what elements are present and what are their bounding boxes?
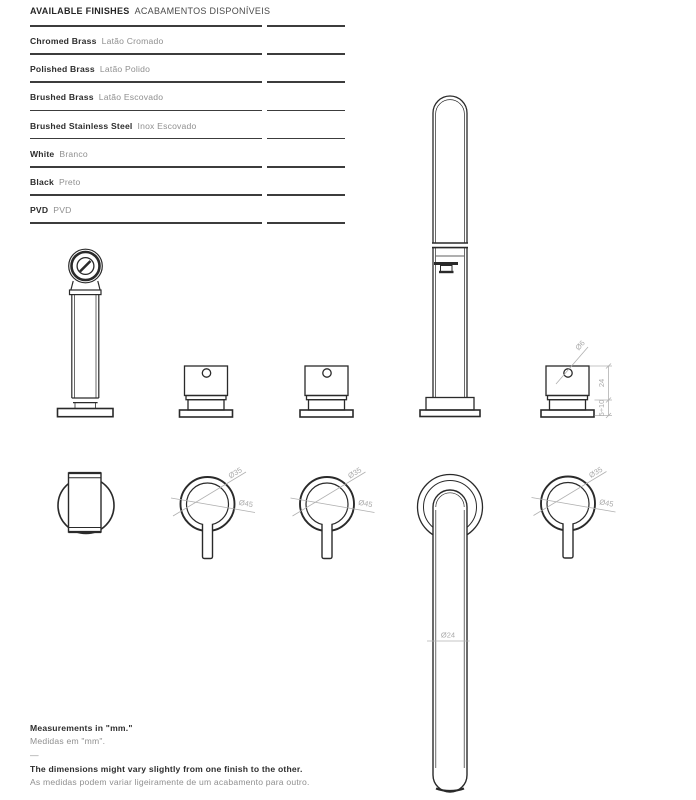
drawing-joystick-handle-side-view: [58, 249, 114, 417]
finish-name-en: Brushed Stainless Steel: [30, 120, 133, 131]
finish-name-en: Chromed Brass: [30, 36, 97, 47]
finish-name-en: Brushed Brass: [30, 92, 94, 103]
screw-slot: [80, 261, 91, 272]
finish-name-pt: Inox Escovado: [137, 120, 197, 131]
footer-units-en: Measurements in "mm.": [30, 723, 133, 733]
drawing-handle-side-view-dimensioned: [541, 366, 594, 417]
footer-note-pt: As medidas podem variar ligeiramente de um acabamento para outro.: [30, 777, 310, 787]
finish-name-pt: Preto: [58, 177, 81, 188]
drawing-handle-side-view-1: [180, 366, 233, 417]
dim-label-deck-range: 5÷10: [597, 399, 606, 417]
footer-separator: —: [30, 750, 39, 760]
finish-name-en: Polished Brass: [30, 64, 95, 75]
finish-name-pt: Latão Cromado: [101, 36, 164, 47]
dim-label-handle-outer: Ø45: [598, 497, 615, 509]
dim-label-handle-outer: Ø45: [357, 497, 374, 510]
dim-label-spout-diameter: Ø24: [440, 630, 456, 640]
finish-name-en: PVD: [30, 205, 49, 216]
drawing-handle-top-view-3: [532, 472, 616, 559]
drawing-handle-top-view-2: [291, 472, 375, 559]
dim-label-screw-diameter: Ø6: [573, 338, 587, 353]
dim-label-handle-inner: Ø35: [346, 465, 364, 481]
footer-notes: [30, 722, 310, 789]
dim-label-handle-inner: Ø35: [587, 464, 605, 480]
drawing-handle-top-view-1: [171, 472, 255, 559]
footer-note-en: The dimensions might vary slightly from one finish to the other.: [30, 764, 303, 774]
finish-name-en: White: [30, 148, 55, 159]
finish-name-en: Black: [30, 177, 54, 188]
page-title-en: AVAILABLE FINISHES: [30, 6, 130, 16]
drawing-handle-side-view-2: [300, 366, 353, 417]
finish-name-pt: Latão Polido: [99, 64, 151, 75]
drawing-spout-side-view: [420, 96, 480, 417]
drawing-joystick-handle-front-view: [58, 473, 114, 534]
footer-units-pt: Medidas em "mm".: [30, 736, 106, 746]
finish-name-pt: Latão Escovado: [98, 92, 164, 103]
dim-label-handle-outer: Ø45: [238, 497, 254, 510]
dim-label-handle-inner: Ø35: [226, 465, 244, 481]
page-title-pt: ACABAMENTOS DISPONÍVEIS: [134, 6, 271, 16]
finish-name-pt: PVD: [53, 205, 72, 216]
dim-label-handle-height: 24: [597, 378, 606, 388]
finish-name-pt: Branco: [59, 148, 88, 159]
